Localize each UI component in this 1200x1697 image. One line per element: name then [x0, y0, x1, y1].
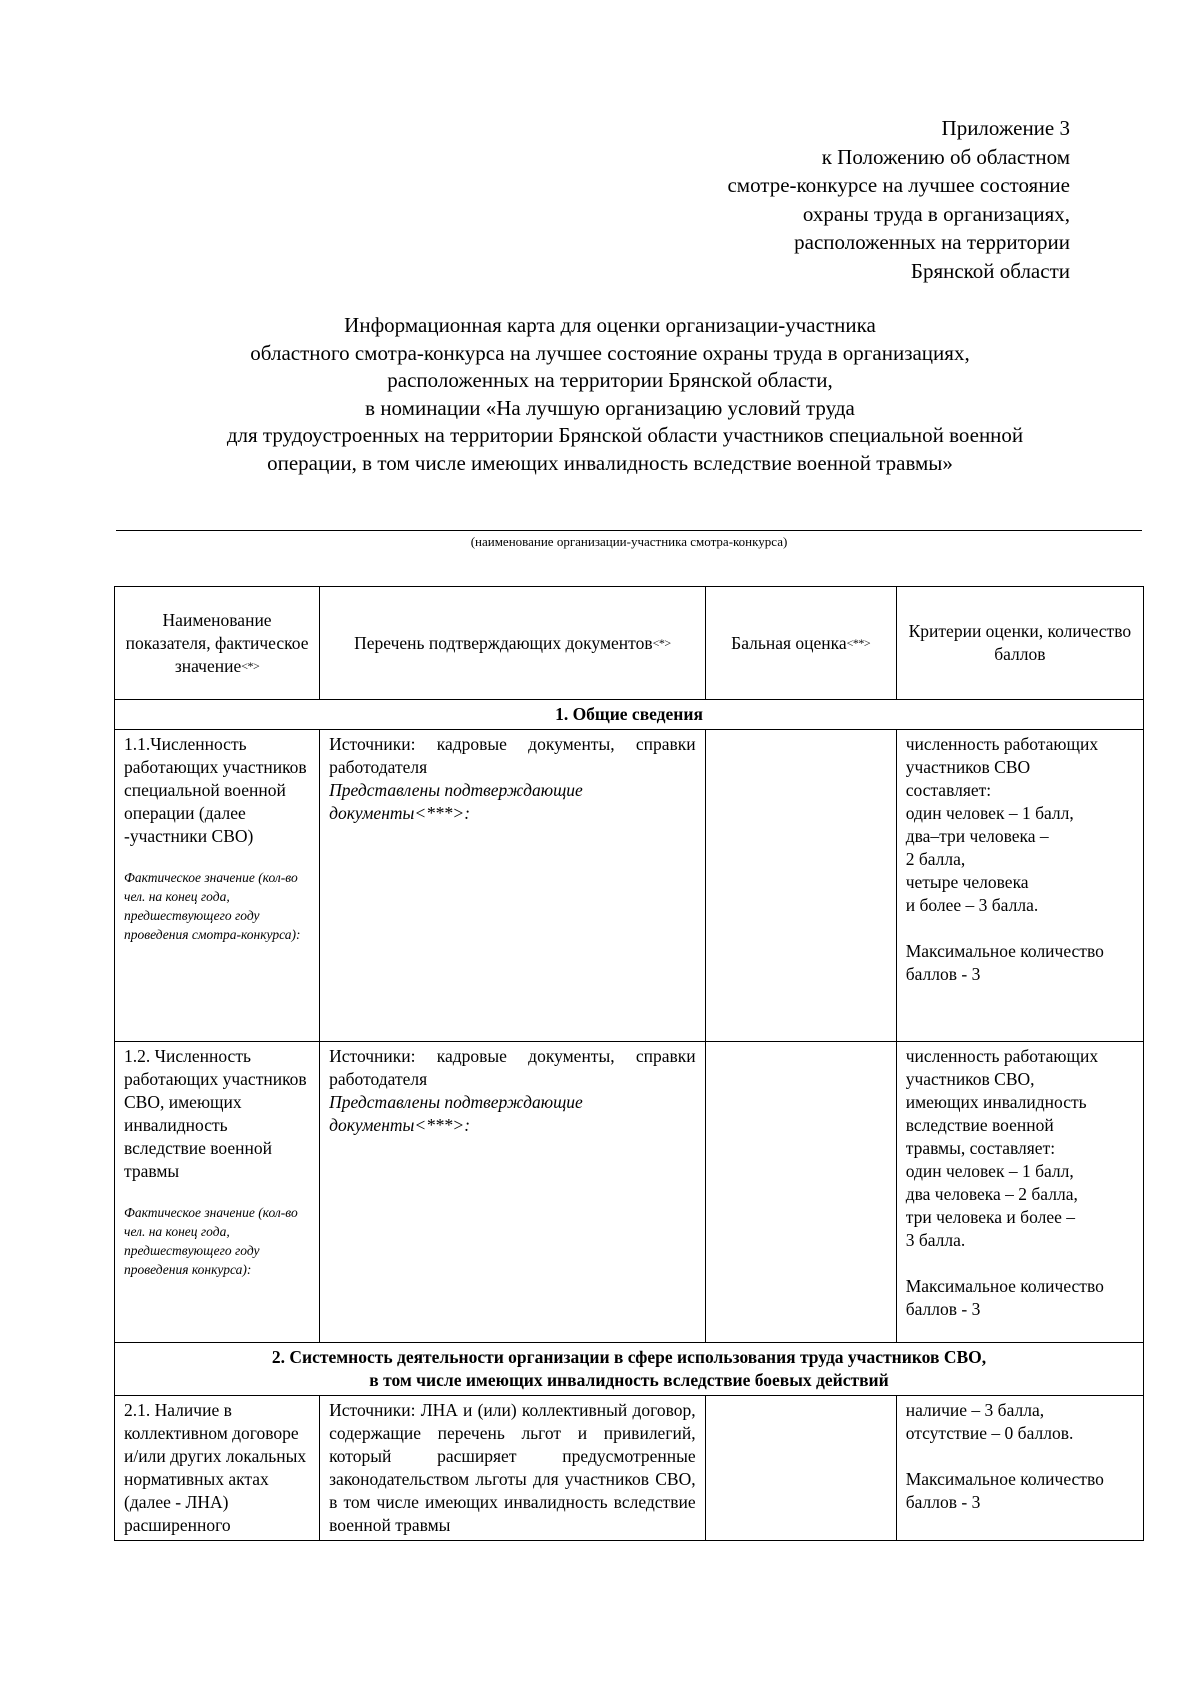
criteria-line: 3 балла.	[905, 1230, 966, 1250]
documents-cell	[320, 1042, 705, 1343]
criteria-line: два человека – 2 балла,	[905, 1184, 1078, 1204]
appendix-line: Приложение 3	[941, 116, 1070, 140]
fact-value-label: Фактическое значение (кол-во чел. на конец года, предшествующего году проведения смотра-конкурса):	[124, 870, 301, 942]
header-documents	[320, 587, 705, 700]
criteria-line: один человек – 1 балл,	[905, 1161, 1074, 1181]
score-cell[interactable]	[705, 730, 896, 1042]
criteria-line: участников СВО,	[905, 1069, 1035, 1089]
score-cell[interactable]	[705, 1042, 896, 1343]
criteria-line: один человек – 1 балл,	[905, 803, 1074, 823]
documents-confirmed-text: Представлены подтверждающие документы<***>:	[329, 1092, 583, 1135]
criteria-cell	[896, 1396, 1143, 1541]
header-indicator	[115, 587, 320, 700]
indicator-cell	[115, 730, 320, 1042]
section-2-line: 2. Системность деятельности организации в сфере использования труда участников СВО,	[271, 1347, 987, 1367]
indicator-text: 1.2. Численность работающих участников СВО, имеющих инвалидность вследствие военной травмы	[124, 1046, 307, 1181]
criteria-line: составляет:	[905, 780, 992, 800]
fact-value-label: Фактическое значение (кол-во чел. на конец года, предшествующего году проведения конкурса):	[124, 1205, 298, 1277]
evaluation-table	[114, 586, 1144, 1541]
organization-name-caption: (наименование организации-участника смотра-конкурса)	[470, 534, 788, 549]
sources-text: Источники: кадровые документы, справки работодателя	[329, 1046, 696, 1089]
criteria-line: два–три человека –	[905, 826, 1049, 846]
criteria-line: отсутствие – 0 баллов.	[905, 1423, 1074, 1443]
criteria-line: 2 балла,	[905, 849, 966, 869]
criteria-line: наличие – 3 балла,	[905, 1400, 1045, 1420]
criteria-line: численность работающих	[905, 734, 1099, 754]
appendix-line: Брянской области	[910, 258, 1070, 283]
title-line: операции, в том числе имеющих инвалидность вследствие военной травмы»	[267, 450, 953, 475]
header-indicator-mark: <*>	[241, 658, 260, 673]
table-row	[115, 1396, 1144, 1541]
appendix-line: смотре-конкурсе на лучшее состояние	[727, 173, 1070, 197]
organization-name-line[interactable]	[116, 530, 1142, 531]
sources-text: Источники: ЛНА и (или) коллективный договор, содержащие перечень льгот и привилегий, который расширяет предусмотренные законодательством льготы для участников СВО, в том числе имеющих инвалидность вследствие военной травмы	[329, 1400, 696, 1535]
table-header-row	[115, 587, 1144, 700]
table-row	[115, 1042, 1144, 1343]
section-2-line: в том числе имеющих инвалидность вследствие боевых действий	[369, 1370, 889, 1390]
header-indicator-label: Наименование показателя, фактическое значение	[125, 609, 309, 676]
criteria-line: четыре человека	[905, 872, 1029, 892]
documents-confirmed-text: Представлены подтверждающие документы<***>:	[329, 780, 583, 823]
criteria-line: три человека и более –	[905, 1207, 1075, 1227]
header-score-label: Бальная оценка	[731, 632, 847, 653]
section-1-title: 1. Общие сведения	[115, 700, 1144, 730]
header-documents-label: Перечень подтверждающих документов	[354, 632, 653, 653]
appendix-line: к Положению об областном	[821, 144, 1070, 169]
criteria-cell	[896, 1042, 1143, 1343]
criteria-line: численность работающих	[905, 1046, 1099, 1066]
max-score-text: Максимальное количество баллов - 3	[905, 941, 1104, 984]
table-row	[115, 730, 1144, 1042]
title-line: Информационная карта для оценки организации-участника	[344, 313, 876, 337]
appendix-line: расположенных на территории	[794, 230, 1070, 254]
documents-cell	[320, 1396, 705, 1541]
max-score-text: Максимальное количество баллов - 3	[905, 1469, 1104, 1512]
score-cell[interactable]	[705, 1396, 896, 1541]
criteria-line: травмы, составляет:	[905, 1138, 1056, 1158]
documents-cell	[320, 730, 705, 1042]
indicator-cell	[115, 1042, 320, 1343]
header-documents-mark: <*>	[652, 635, 671, 650]
criteria-line: вследствие военной	[905, 1115, 1054, 1135]
criteria-line: имеющих инвалидность	[905, 1092, 1087, 1112]
appendix-block	[727, 114, 1070, 285]
criteria-line: участников СВО	[905, 757, 1031, 777]
section-row	[115, 700, 1144, 730]
criteria-line: и более – 3 балла.	[905, 895, 1039, 915]
header-score-mark: <**>	[846, 635, 871, 650]
title-line: для трудоустроенных на территории Брянской области участников специальной военной	[226, 423, 1024, 447]
section-2-title	[115, 1343, 1144, 1396]
indicator-cell	[115, 1396, 320, 1541]
indicator-text: 2.1. Наличие в коллективном договоре и/или других локальных нормативных актах (далее - ЛНА) расширенного	[124, 1400, 307, 1535]
title-line: в номинации «На лучшую организацию условий труда	[365, 395, 855, 420]
sources-text: Источники: кадровые документы, справки работодателя	[329, 734, 696, 777]
indicator-text: 1.1.Численность работающих участников специальной военной операции (далее -участники СВО)	[124, 734, 307, 846]
section-row	[115, 1343, 1144, 1396]
appendix-line: охраны труда в организациях,	[802, 201, 1070, 226]
criteria-cell	[896, 730, 1143, 1042]
header-score	[705, 587, 896, 700]
document-title	[160, 312, 1060, 477]
header-criteria: Критерии оценки, количество баллов	[896, 587, 1143, 700]
max-score-text: Максимальное количество баллов - 3	[905, 1276, 1104, 1319]
title-line: областного смотра-конкурса на лучшее состояние охраны труда в организациях,	[250, 340, 970, 365]
title-line: расположенных на территории Брянской области,	[387, 368, 833, 392]
